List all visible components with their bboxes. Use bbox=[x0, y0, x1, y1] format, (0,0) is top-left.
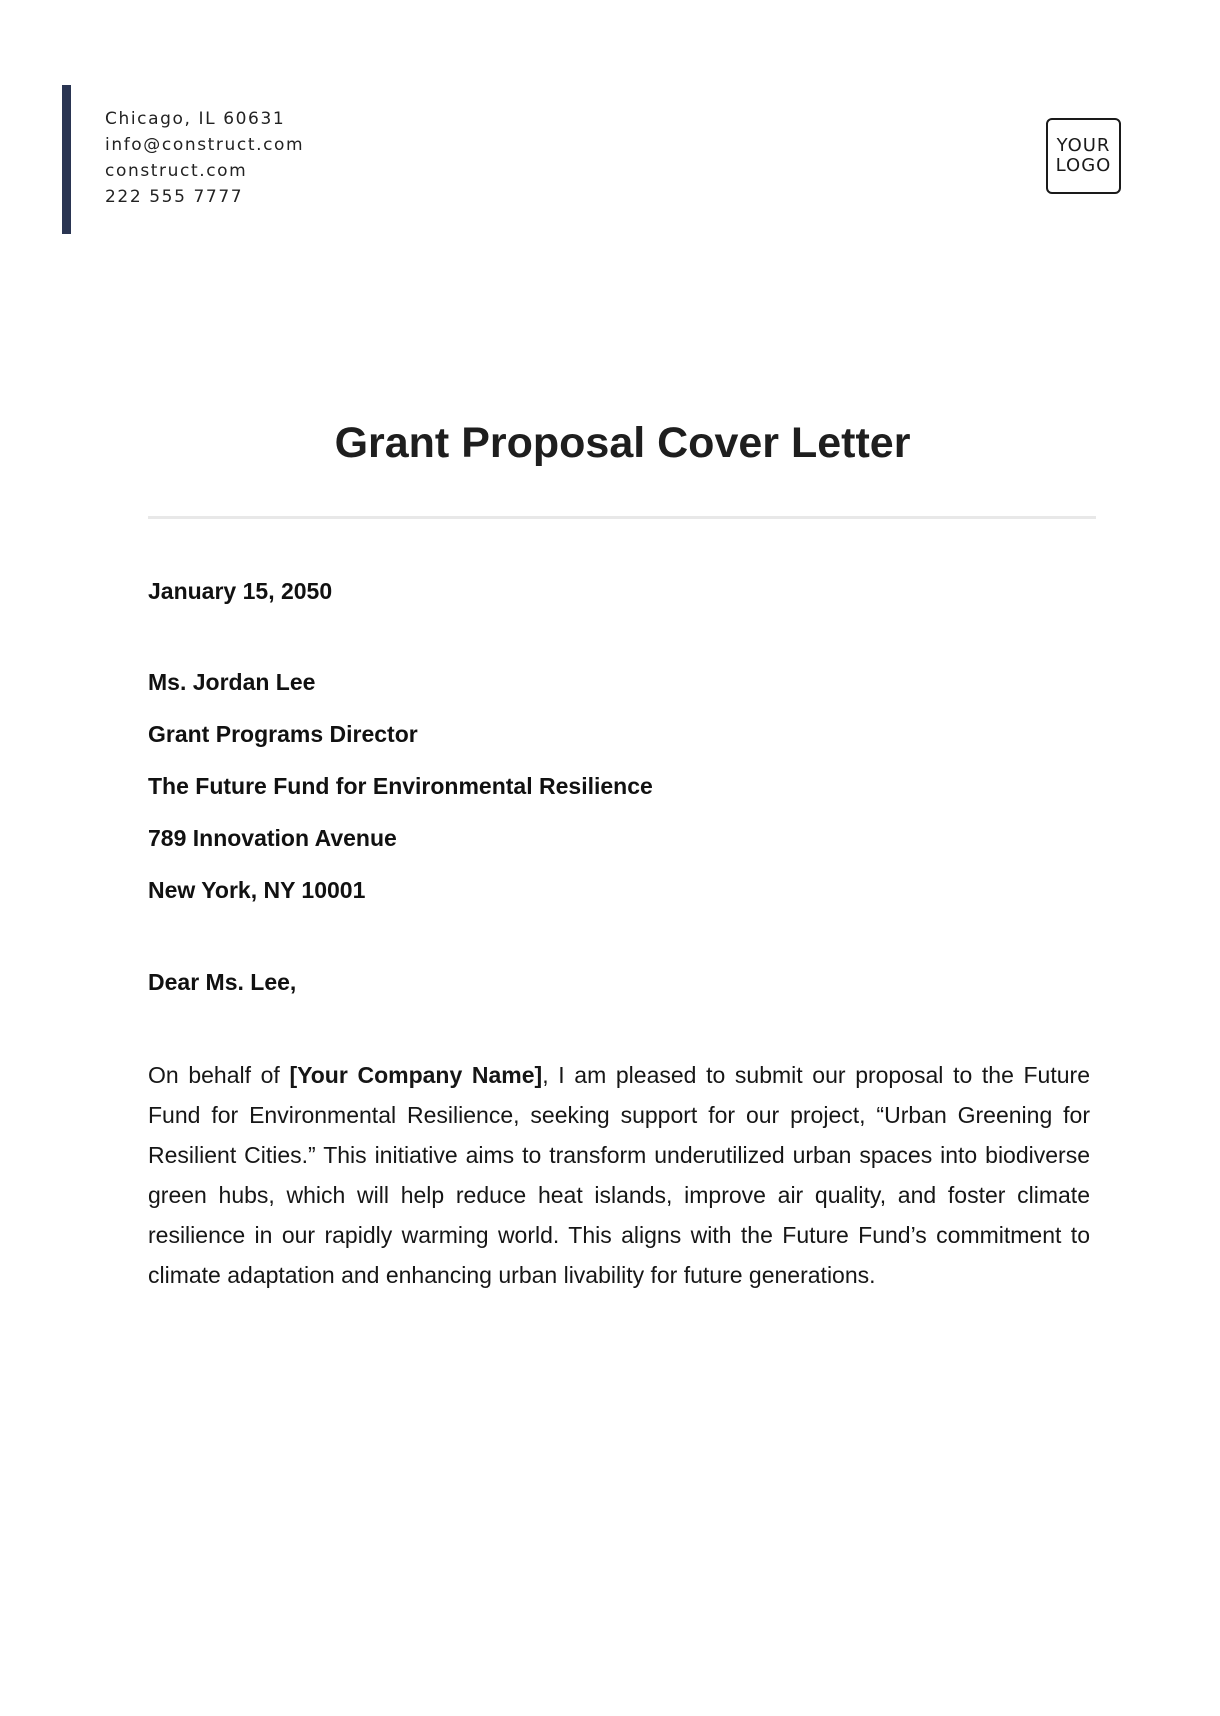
document-title: Grant Proposal Cover Letter bbox=[334, 419, 911, 467]
body-intro: On behalf of bbox=[148, 1062, 290, 1088]
recipient-city: New York, NY 10001 bbox=[148, 877, 366, 903]
contact-info bbox=[105, 106, 304, 210]
contact-address: Chicago, IL 60631 bbox=[105, 109, 286, 129]
recipient-name: Ms. Jordan Lee bbox=[148, 669, 316, 695]
logo-text-line1: YOUR bbox=[1056, 135, 1111, 156]
company-name-placeholder: [Your Company Name] bbox=[289, 1062, 543, 1088]
contact-phone: 222 555 7777 bbox=[105, 187, 244, 207]
body-text: , I am pleased to submit our proposal to the Future Fund for Environmental Resilience, seeking support for our project, “Urban Greening for Resilient Cities.” This initiative aims to transform underutilized urban spaces into biodiverse green hubs, which will help reduce heat islands, improve air quality, and foster climate resilience in our rapidly warming world. This aligns with the Future Fund’s commitment to climate adaptation and enhancing urban livability for future generations. bbox=[148, 1062, 1090, 1288]
body-paragraph bbox=[148, 1055, 1090, 1295]
contact-website: construct.com bbox=[105, 161, 248, 181]
letter-date: January 15, 2050 bbox=[148, 578, 333, 604]
recipient-block bbox=[148, 667, 653, 927]
title-divider bbox=[148, 516, 1096, 519]
contact-email: info@construct.com bbox=[105, 135, 305, 155]
recipient-organization: The Future Fund for Environmental Resilience bbox=[148, 773, 653, 799]
recipient-title: Grant Programs Director bbox=[148, 721, 418, 747]
logo-text-line2: LOGO bbox=[1055, 155, 1112, 176]
recipient-street: 789 Innovation Avenue bbox=[148, 825, 397, 851]
salutation: Dear Ms. Lee, bbox=[148, 969, 297, 995]
accent-bar bbox=[62, 85, 71, 234]
logo-placeholder bbox=[1046, 118, 1121, 194]
